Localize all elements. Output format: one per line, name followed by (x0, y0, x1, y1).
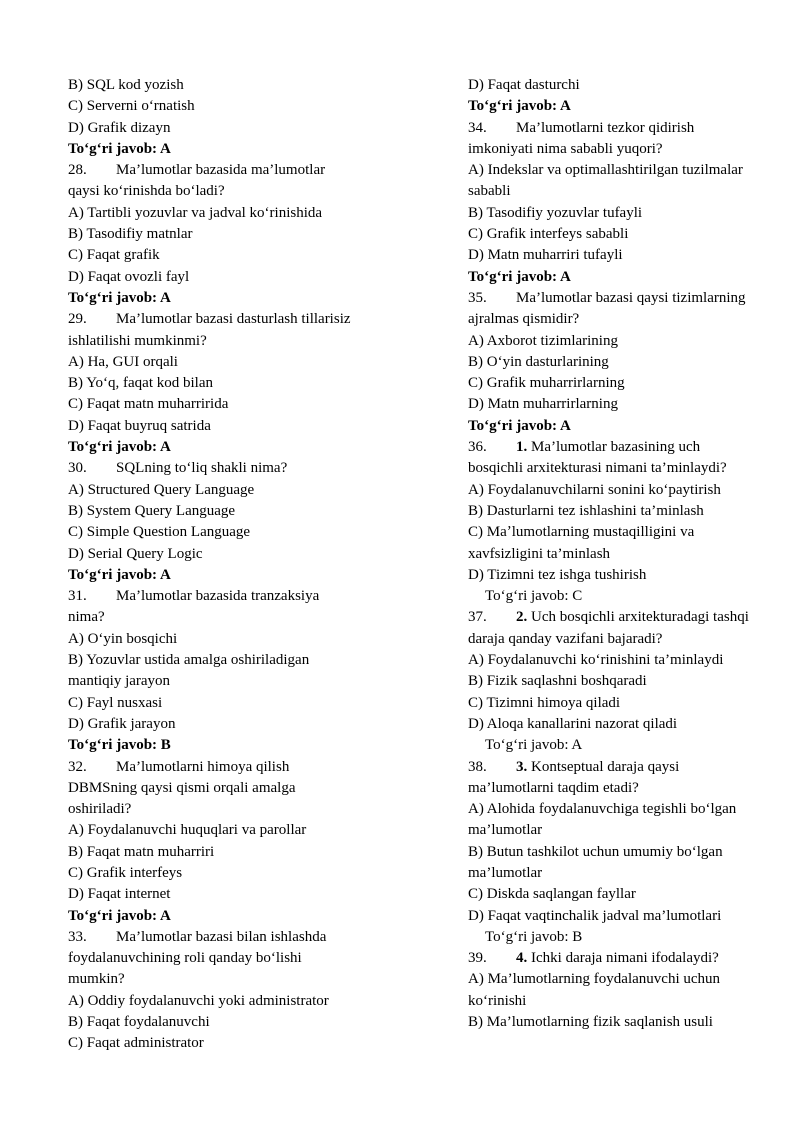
question-text: Ma’lumotlar bazasi dasturlash tillarisiz (116, 311, 351, 328)
option: A) Foydalanuvchilarni sonini ko‘paytirish (468, 481, 721, 498)
answer: To‘g‘ri javob: A (68, 289, 171, 306)
option: A) Indekslar va optimallashtirilgan tuzilmalar (468, 162, 743, 179)
answer: To‘g‘ri javob: A (468, 417, 571, 434)
option: ko‘rinishi (468, 992, 527, 1009)
question-number: 31. (68, 588, 87, 605)
option: B) System Query Language (68, 502, 236, 519)
question-text-part: Uch bosqichli arxitekturadagi tashqi (527, 609, 749, 626)
answer: To‘g‘ri javob: A (68, 439, 171, 456)
option: A) Ma’lumotlarning foydalanuvchi uchun (468, 971, 721, 988)
option: C) Fayl nusxasi (68, 694, 163, 711)
question-32 (68, 757, 398, 778)
option: ma’lumotlar (468, 822, 543, 839)
question-text: daraja qanday vazifani bajaradi? (468, 630, 663, 647)
option: sababli (468, 183, 511, 200)
question-33 (68, 927, 398, 948)
question-text: qaysi ko‘rinishda bo‘ladi? (68, 183, 225, 200)
option: A) Axborot tizimlarining (468, 332, 618, 349)
option: B) Butun tashkilot uchun umumiy bo‘lgan (468, 843, 723, 860)
left-column (68, 75, 398, 1055)
option: D) Faqat buyruq satrida (68, 417, 211, 434)
option: D) Matn muharriri tufayli (468, 247, 623, 264)
question-34 (468, 118, 768, 139)
answer: To‘g‘ri javob: A (485, 737, 583, 754)
sub-number: 4. (516, 950, 528, 967)
option: B) Yo‘q, faqat kod bilan (68, 375, 213, 392)
question-text-part: Ma’lumotlar bazasining uch (527, 439, 701, 456)
question-text: Ma’lumotlarni himoya qilish (116, 758, 290, 775)
option: D) Faqat ovozli fayl (68, 268, 190, 285)
question-text: ishlatilishi mumkinmi? (68, 332, 207, 349)
question-number: 29. (68, 311, 87, 328)
question-text-part: Kontseptual daraja qaysi (527, 758, 680, 775)
option: C) Tizimni himoya qiladi (468, 694, 621, 711)
question-text: Ma’lumotlar bazasi bilan ishlashda (116, 928, 327, 945)
question-text: Ma’lumotlar bazasida ma’lumotlar (116, 162, 326, 179)
right-column (468, 75, 768, 1033)
option: D) Matn muharrirlarning (468, 396, 618, 413)
option: A) Structured Query Language (68, 481, 255, 498)
option: C) Simple Question Language (68, 524, 251, 541)
option: C) Faqat grafik (68, 247, 160, 264)
question-31 (68, 586, 398, 607)
answer: To‘g‘ri javob: A (68, 566, 171, 583)
sub-number: 1. (516, 439, 528, 456)
question-text: ajralmas qismidir? (468, 311, 580, 328)
question-number: 34. (468, 119, 487, 136)
option: C) Grafik interfeys (68, 864, 183, 881)
option: D) Aloqa kanallarini nazorat qiladi (468, 715, 678, 732)
answer: To‘g‘ri javob: B (485, 928, 583, 945)
option: B) Faqat foydalanuvchi (68, 1014, 210, 1031)
option: B) O‘yin dasturlarining (468, 353, 609, 370)
question-number: 30. (68, 460, 87, 477)
option: D) Faqat dasturchi (468, 77, 580, 93)
option: A) Alohida foydalanuvchiga tegishli bo‘lgan (468, 801, 737, 818)
question-39 (468, 948, 768, 969)
question-36 (468, 437, 768, 458)
option: A) Tartibli yozuvlar va jadval ko‘rinishida (68, 204, 323, 221)
question-38 (468, 757, 768, 778)
question-text: nima? (68, 609, 105, 626)
option: B) SQL kod yozish (68, 77, 184, 93)
option: B) Ma’lumotlarning fizik saqlanish usuli (468, 1014, 713, 1031)
option: C) Faqat administrator (68, 1035, 204, 1052)
question-28 (68, 160, 398, 181)
question-number: 33. (68, 928, 87, 945)
question-number: 37. (468, 609, 487, 626)
question-text (516, 437, 700, 458)
question-text: ma’lumotlarni taqdim etadi? (468, 779, 639, 796)
answer: To‘g‘ri javob: B (68, 737, 171, 754)
answer: To‘g‘ri javob: A (68, 140, 171, 157)
option: B) Tasodifiy yozuvlar tufayli (468, 204, 643, 221)
option: B) Yozuvlar ustida amalga oshiriladigan (68, 652, 310, 669)
option: xavfsizligini ta’minlash (468, 545, 611, 562)
option: C) Faqat matn muharririda (68, 396, 229, 413)
option: D) Faqat internet (68, 886, 171, 903)
question-text: Ma’lumotlar bazasida tranzaksiya (116, 588, 320, 605)
option: A) Oddiy foydalanuvchi yoki administrator (68, 992, 329, 1009)
sub-number: 2. (516, 609, 528, 626)
answer: To‘g‘ri javob: A (468, 98, 571, 115)
question-29 (68, 309, 398, 330)
question-number: 38. (468, 758, 487, 775)
option: A) Ha, GUI orqali (68, 353, 178, 370)
question-text (516, 757, 679, 778)
question-number: 32. (68, 758, 87, 775)
option: B) Dasturlarni tez ishlashini ta’minlash (468, 502, 704, 519)
question-text: Ma’lumotlarni tezkor qidirish (516, 119, 695, 136)
option: D) Tizimni tez ishga tushirish (468, 566, 647, 583)
option: B) Tasodifiy matnlar (68, 226, 193, 243)
sub-number: 3. (516, 758, 528, 775)
option: mantiqiy jarayon (68, 673, 171, 690)
question-text: SQLning to‘liq shakli nima? (116, 460, 288, 477)
option: C) Serverni o‘rnatish (68, 98, 195, 115)
question-30 (68, 458, 398, 479)
question-text: Ma’lumotlar bazasi qaysi tizimlarning (516, 289, 746, 306)
option: D) Grafik jarayon (68, 715, 176, 732)
question-text-part: Ichki daraja nimani ifodalaydi? (527, 950, 719, 967)
option: A) O‘yin bosqichi (68, 630, 178, 647)
question-text: foydalanuvchining roli qanday bo‘lishi (68, 950, 302, 967)
question-text: DBMSning qaysi qismi orqali amalga (68, 779, 296, 796)
question-text: mumkin? (68, 971, 125, 988)
option: A) Foydalanuvchi ko‘rinishini ta’minlaydi (468, 652, 724, 669)
option: C) Diskda saqlangan fayllar (468, 886, 636, 903)
option: D) Grafik dizayn (68, 119, 171, 136)
answer: To‘g‘ri javob: C (485, 588, 583, 605)
question-number: 28. (68, 162, 87, 179)
question-text (516, 607, 749, 628)
question-text (516, 948, 719, 969)
question-text: bosqichli arxitekturasi nimani ta’minlaydi? (468, 460, 727, 477)
question-37 (468, 607, 768, 628)
option: C) Grafik interfeys sababli (468, 226, 629, 243)
question-number: 39. (468, 950, 487, 967)
option: C) Grafik muharrirlarning (468, 375, 625, 392)
question-number: 35. (468, 289, 487, 306)
question-text: oshiriladi? (68, 801, 132, 818)
answer: To‘g‘ri javob: A (468, 268, 571, 285)
option: B) Faqat matn muharriri (68, 843, 215, 860)
question-number: 36. (468, 439, 487, 456)
answer: To‘g‘ri javob: A (68, 907, 171, 924)
option: ma’lumotlar (468, 864, 543, 881)
option: D) Faqat vaqtinchalik jadval ma’lumotlari (468, 907, 722, 924)
question-35 (468, 288, 768, 309)
option: C) Maʼlumotlarning mustaqilligini va (468, 524, 695, 541)
option: A) Foydalanuvchi huquqlari va parollar (68, 822, 307, 839)
question-text: imkoniyati nima sababli yuqori? (468, 140, 663, 157)
option: D) Serial Query Logic (68, 545, 203, 562)
option: B) Fizik saqlashni boshqaradi (468, 673, 647, 690)
